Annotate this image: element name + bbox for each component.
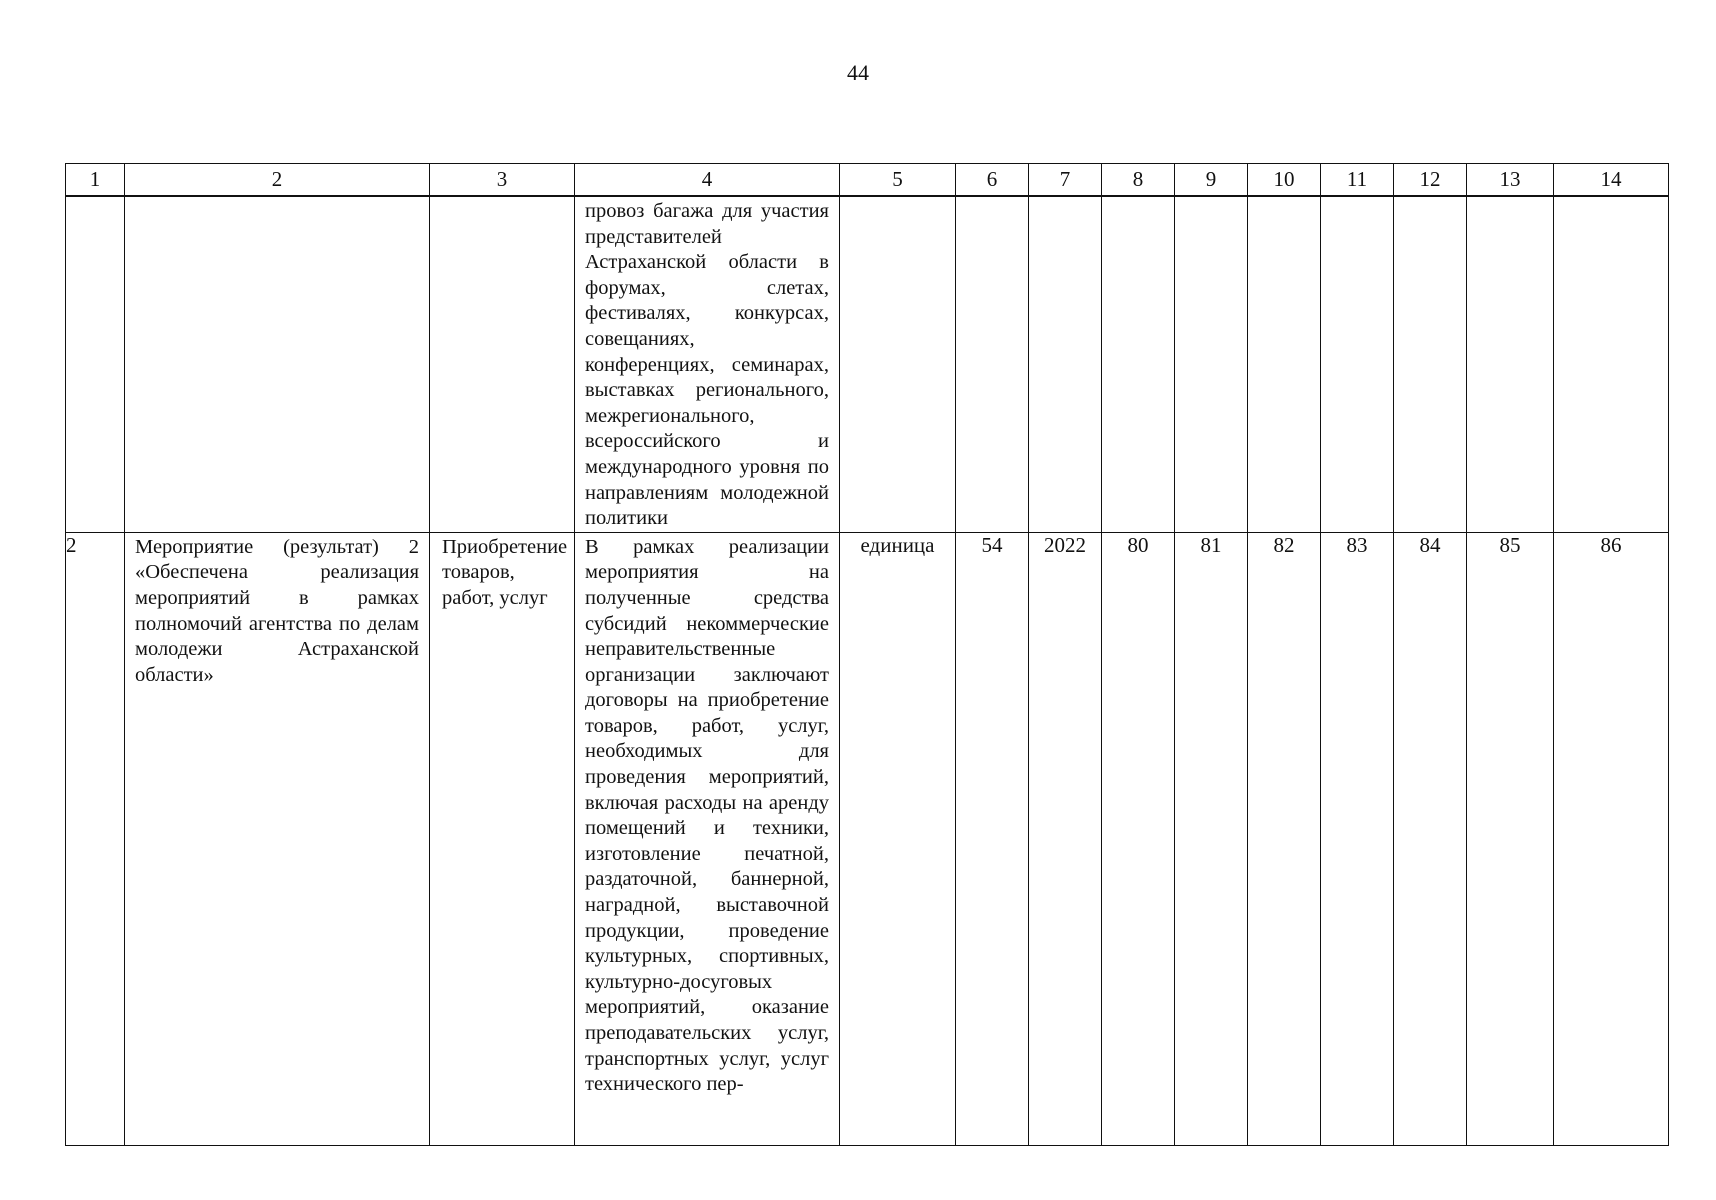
cell-empty bbox=[125, 196, 430, 532]
measure-type-cell bbox=[430, 532, 575, 1145]
row-number: 2 bbox=[66, 532, 125, 1145]
table-row-continued bbox=[66, 196, 1669, 532]
header-row bbox=[66, 164, 1669, 197]
header-cell-8: 8 bbox=[1102, 164, 1175, 197]
cell-empty bbox=[66, 196, 125, 532]
header-cell-10: 10 bbox=[1248, 164, 1321, 197]
cell-empty bbox=[430, 196, 575, 532]
continued-description: провоз багажа для участия представителей Астраханской области в форумах, слетах, фестивалях, конкурсах, совещаниях, конференциях, семинарах, выставках регионального, межрегионального, всероссийского и международного уровня по направлениям молодежной политики bbox=[585, 200, 829, 530]
header-cell-11: 11 bbox=[1321, 164, 1394, 197]
cell-empty bbox=[1175, 196, 1248, 532]
measure-type: Приобретение товаров, работ, услуг bbox=[442, 535, 568, 609]
value-cell-12: 84 bbox=[1394, 532, 1467, 1145]
value-cell-9: 81 bbox=[1175, 532, 1248, 1145]
cell-empty bbox=[956, 196, 1029, 532]
cell-empty bbox=[1102, 196, 1175, 532]
cell-empty bbox=[1029, 196, 1102, 532]
measure-name-cell bbox=[125, 532, 430, 1145]
value-cell-14: 86 bbox=[1554, 532, 1669, 1145]
value-cell-7: 2022 bbox=[1029, 532, 1102, 1145]
header-cell-2: 2 bbox=[125, 164, 430, 197]
value-cell-11: 83 bbox=[1321, 532, 1394, 1145]
header-cell-9: 9 bbox=[1175, 164, 1248, 197]
header-cell-1: 1 bbox=[66, 164, 125, 197]
table-row-2 bbox=[66, 532, 1669, 1145]
header-cell-5: 5 bbox=[840, 164, 956, 197]
value-cell-6: 54 bbox=[956, 532, 1029, 1145]
measure-description-cell bbox=[575, 532, 840, 1145]
continued-description-cell bbox=[575, 196, 840, 532]
cell-empty bbox=[1321, 196, 1394, 532]
header-cell-4: 4 bbox=[575, 164, 840, 197]
value-cell-13: 85 bbox=[1467, 532, 1554, 1145]
header-cell-3: 3 bbox=[430, 164, 575, 197]
value-cell-10: 82 bbox=[1248, 532, 1321, 1145]
value-cell-8: 80 bbox=[1102, 532, 1175, 1145]
cell-empty bbox=[1248, 196, 1321, 532]
cell-empty bbox=[1394, 196, 1467, 532]
measure-description: В рамках реализации мероприятия на полученные средства субсидий некоммерческие неправительственные организации заключают договоры на приобретение товаров, работ, услуг, необходимых для проведения мероприятий, включая расходы на аренду помещений и техники, изготовление печатной, раздаточной, баннерной, наградной, выставочной продукции, проведение культурных, спортивных, культурно-досуговых мероприятий, оказание преподавательских услуг, транспортных услуг, услуг технического пер- bbox=[585, 535, 829, 1096]
cell-empty bbox=[840, 196, 956, 532]
header-cell-12: 12 bbox=[1394, 164, 1467, 197]
header-cell-6: 6 bbox=[956, 164, 1029, 197]
header-cell-13: 13 bbox=[1467, 164, 1554, 197]
cell-empty bbox=[1554, 196, 1669, 532]
header-cell-14: 14 bbox=[1554, 164, 1669, 197]
page-number: 44 bbox=[847, 60, 869, 85]
header-cell-7: 7 bbox=[1029, 164, 1102, 197]
unit-cell: единица bbox=[840, 532, 956, 1145]
measure-name: Мероприятие (результат) 2 «Обеспечена реализация мероприятий в рамках полномочий агентства по делам молодежи Астраханской области» bbox=[135, 535, 419, 686]
cell-empty bbox=[1467, 196, 1554, 532]
measures-table bbox=[65, 163, 1669, 1146]
